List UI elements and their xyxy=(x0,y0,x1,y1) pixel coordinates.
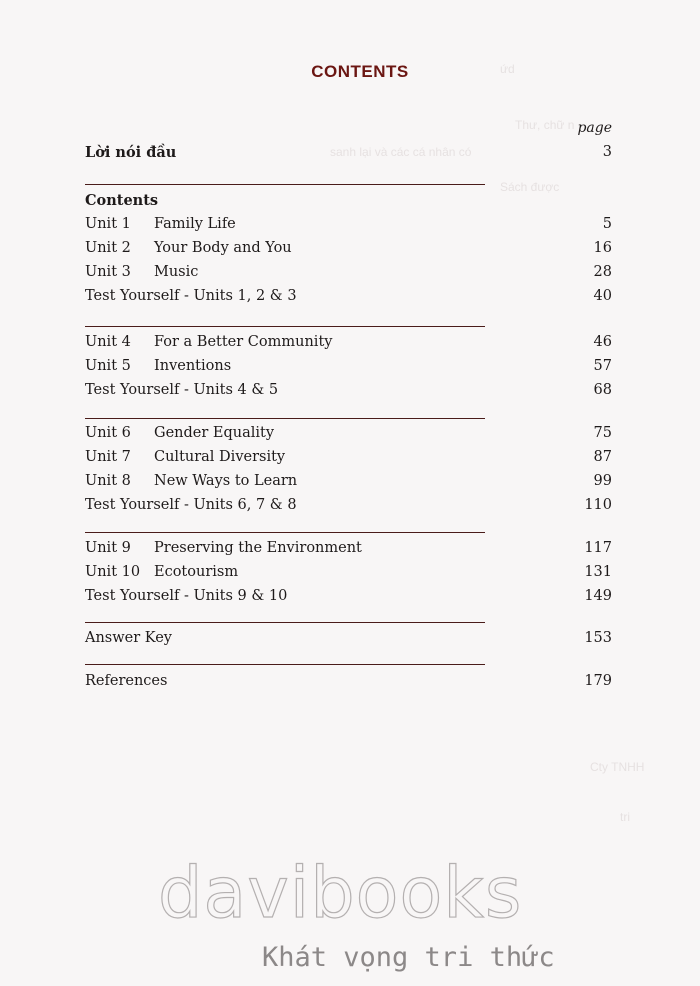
toc-label: Answer Key xyxy=(85,630,172,646)
toc-unit-title: Gender Equality xyxy=(154,425,275,441)
toc-row-preface[interactable] xyxy=(85,144,612,166)
section-divider xyxy=(85,622,485,623)
brand-tagline: Khát vọng tri thức xyxy=(262,942,555,973)
toc-row-test[interactable] xyxy=(85,497,612,519)
bleed-through-texture: tri xyxy=(620,810,630,824)
bleed-through-texture: Sách được xyxy=(500,180,560,194)
toc-unit-title: For a Better Community xyxy=(154,334,333,350)
toc-label: Test Yourself - Units 1, 2 & 3 xyxy=(85,288,297,304)
bleed-through-texture: Cty TNHH xyxy=(590,760,645,774)
toc-label: Unit 10 xyxy=(85,564,141,580)
toc-label: Test Yourself - Units 6, 7 & 8 xyxy=(85,497,297,513)
page-title: CONTENTS xyxy=(311,62,409,81)
toc-page-number: 16 xyxy=(593,240,612,256)
toc-label: Test Yourself - Units 9 & 10 xyxy=(85,588,288,604)
toc-page-number: 28 xyxy=(593,264,612,280)
toc-row-unit[interactable] xyxy=(85,264,612,286)
toc-page-number: 40 xyxy=(593,288,612,304)
toc-row-unit[interactable] xyxy=(85,564,612,586)
toc-row-unit[interactable] xyxy=(85,449,612,471)
toc-row-test[interactable] xyxy=(85,382,612,404)
toc-page-number: 57 xyxy=(593,358,612,374)
toc-row-unit[interactable] xyxy=(85,240,612,262)
toc-label: Unit 4 xyxy=(85,334,131,350)
toc-page-number: 5 xyxy=(602,216,612,232)
toc-unit-title: Your Body and You xyxy=(154,240,292,256)
toc-row-unit[interactable] xyxy=(85,216,612,238)
toc-label: Unit 8 xyxy=(85,473,131,489)
section-divider xyxy=(85,326,485,327)
section-divider xyxy=(85,532,485,533)
toc-label: Test Yourself - Units 4 & 5 xyxy=(85,382,279,398)
toc-page-number: 149 xyxy=(584,588,612,604)
toc-label: Unit 3 xyxy=(85,264,131,280)
toc-row-answer-key[interactable] xyxy=(85,630,612,652)
toc-row-unit[interactable] xyxy=(85,425,612,447)
toc-unit-title: Cultural Diversity xyxy=(154,449,286,465)
bleed-through-texture: sanh lại và các cá nhân có xyxy=(330,145,472,159)
toc-page-number: 110 xyxy=(584,497,612,513)
toc-page-number: 99 xyxy=(593,473,612,489)
bleed-through-texture: Thư, chữ n xyxy=(515,118,575,132)
toc-page-number: 87 xyxy=(593,449,612,465)
toc-row-unit[interactable] xyxy=(85,540,612,562)
toc-page-number: 117 xyxy=(584,540,612,556)
brand-watermark: davibooks xyxy=(158,852,523,934)
toc-row-unit[interactable] xyxy=(85,358,612,380)
toc-label: Unit 7 xyxy=(85,449,131,465)
toc-label: Unit 6 xyxy=(85,425,131,441)
toc-label: Unit 2 xyxy=(85,240,131,256)
toc-row-test[interactable] xyxy=(85,288,612,310)
toc-label: Unit 5 xyxy=(85,358,131,374)
toc-unit-title: Inventions xyxy=(154,358,232,374)
toc-unit-title: New Ways to Learn xyxy=(154,473,298,489)
toc-page-number: 131 xyxy=(584,564,612,580)
contents-heading: Contents xyxy=(85,192,159,209)
section-divider xyxy=(85,664,485,665)
toc-page-number: 68 xyxy=(593,382,612,398)
table-of-contents xyxy=(85,118,612,718)
toc-unit-title: Ecotourism xyxy=(154,564,239,580)
page-column-header: page xyxy=(577,120,612,136)
bleed-through-texture: ứd xyxy=(500,62,515,76)
toc-unit-title: Preserving the Environment xyxy=(154,540,362,556)
toc-page-number: 3 xyxy=(602,144,612,160)
toc-page-number: 75 xyxy=(593,425,612,441)
toc-page-number: 179 xyxy=(584,673,612,689)
toc-unit-title: Family Life xyxy=(154,216,236,232)
section-divider xyxy=(85,184,485,185)
toc-page-number: 153 xyxy=(584,630,612,646)
toc-row-unit[interactable] xyxy=(85,334,612,356)
toc-unit-title: Music xyxy=(154,264,199,280)
toc-label: Unit 9 xyxy=(85,540,131,556)
section-divider xyxy=(85,418,485,419)
toc-label: Unit 1 xyxy=(85,216,131,232)
toc-page-number: 46 xyxy=(593,334,612,350)
toc-row-unit[interactable] xyxy=(85,473,612,495)
toc-row-references[interactable] xyxy=(85,673,612,695)
toc-label: References xyxy=(85,673,168,689)
toc-label: Lời nói đầu xyxy=(85,144,177,161)
toc-row-test[interactable] xyxy=(85,588,612,610)
